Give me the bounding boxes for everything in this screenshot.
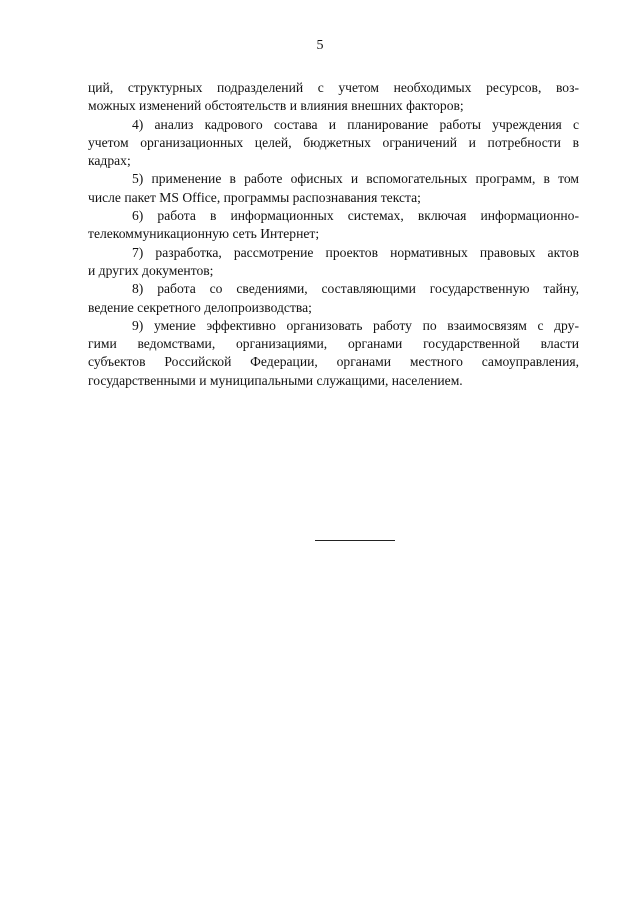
text-line: числе пакет MS Office, программы распознавания текста; — [88, 189, 421, 205]
text-line: 8) работа со сведениями, составляющими государственную тайну, — [132, 281, 579, 297]
text-line: субъектов Российской Федерации, органами местного самоуправления, — [88, 354, 579, 370]
text-line: 7) разработка, рассмотрение проектов нормативных правовых актов — [132, 244, 579, 260]
text-line: 9) умение эффективно организовать работу по взаимосвязям с дру- — [132, 317, 579, 333]
list-item-6 — [88, 207, 579, 244]
text-line: 4) анализ кадрового состава и планирование работы учреждения с — [132, 116, 579, 132]
list-item-9 — [88, 317, 579, 390]
list-item-7 — [88, 244, 579, 281]
list-item-5 — [88, 170, 579, 207]
text-line: государственными и муниципальными служащими, населением. — [88, 372, 463, 388]
text-line: гими ведомствами, организациями, органами государственной власти — [88, 336, 579, 352]
list-item-8 — [88, 280, 579, 317]
text-line: ций, структурных подразделений с учетом необходимых ресурсов, воз- — [88, 80, 579, 95]
end-separator-line — [315, 540, 395, 541]
page-number: 5 — [316, 38, 324, 53]
text-line: ведение секретного делопроизводства; — [88, 299, 312, 315]
document-body — [88, 79, 579, 390]
text-line: учетом организационных целей, бюджетных ограничений и потребности в — [88, 134, 579, 150]
text-line: телекоммуникационную сеть Интернет; — [88, 226, 320, 242]
text-line: и других документов; — [88, 262, 214, 278]
list-item-4 — [88, 116, 579, 171]
text-line: кадрах; — [88, 153, 131, 169]
text-line: 6) работа в информационных системах, включая информационно- — [132, 208, 579, 224]
text-line: 5) применение в работе офисных и вспомогательных программ, в том — [132, 171, 579, 187]
text-line: можных изменений обстоятельств и влияния внешних факторов; — [88, 98, 464, 114]
paragraph-continuation — [88, 79, 579, 116]
